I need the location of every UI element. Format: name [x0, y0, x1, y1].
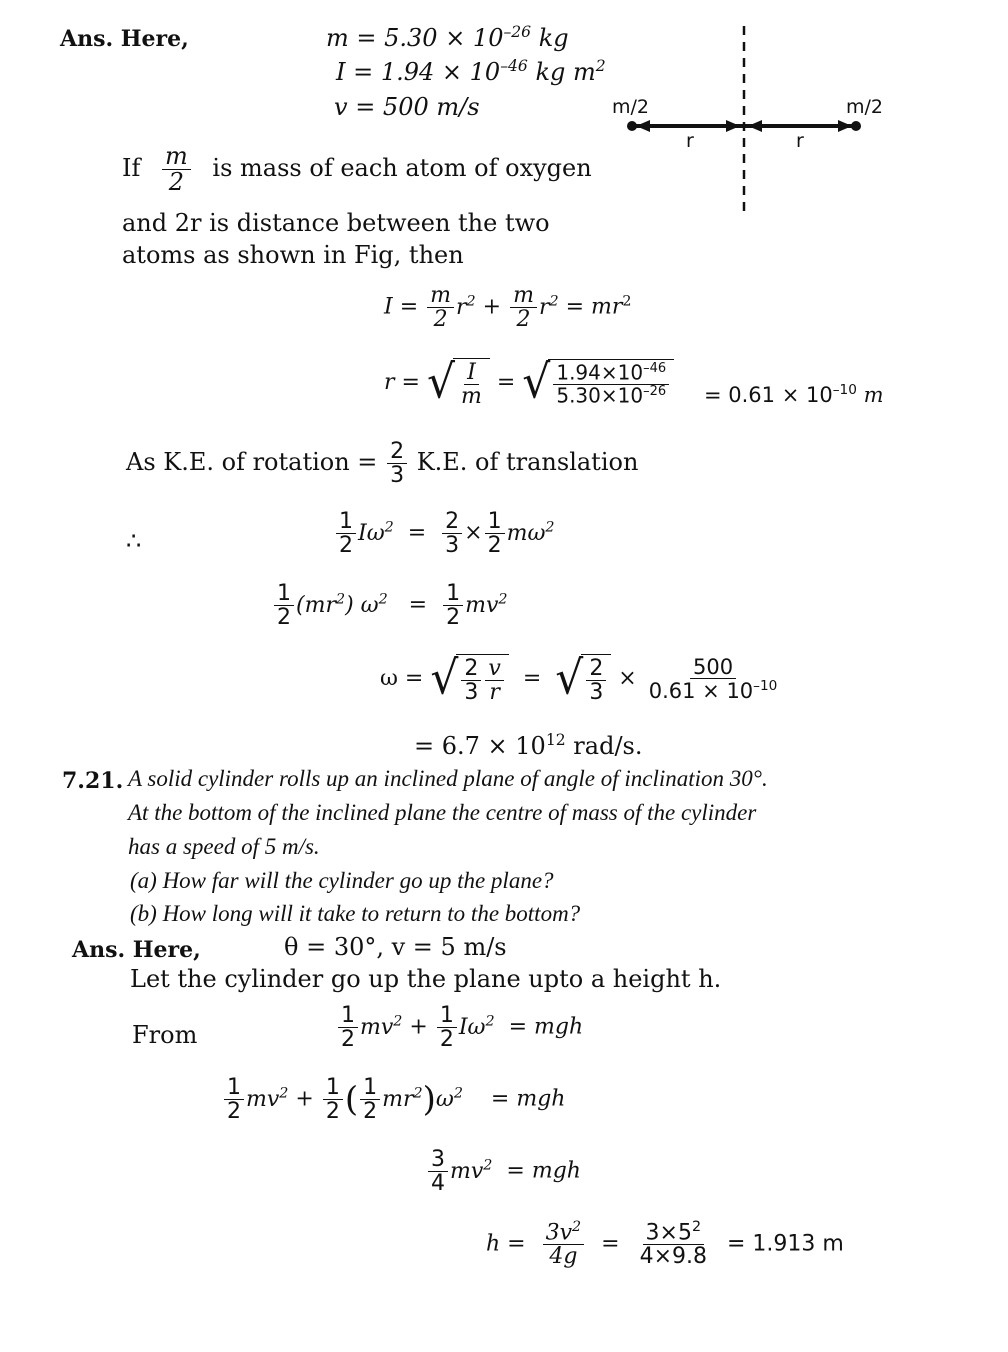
question-part-b: (b) How long will it take to return to the bottom?	[130, 901, 581, 926]
question-number: 7.21.	[62, 768, 124, 794]
radius-result: = $0.61 \times 10^{-10}$ m	[704, 382, 884, 407]
figure-label-left: m/2	[612, 96, 649, 118]
height-equation: h = $\frac{3v^2}{4g}$ = $\frac{3\times 5^2}{4\times 9.8}$ = 1.913 m	[486, 1219, 844, 1270]
atom-left	[627, 121, 637, 131]
given-mass: $m = 5.30 \times 10^{-26}$ kg	[326, 23, 569, 52]
given-velocity: v = 500 m/s	[334, 93, 480, 121]
omega-result: = $6.7 \times 10^{12}$ rad/s.	[414, 731, 643, 760]
answer-label: Ans. Here,	[60, 26, 189, 52]
question-part-a: (a) How far will the cylinder go up the plane?	[130, 868, 554, 893]
atom-right	[851, 121, 861, 131]
therefore-symbol: ∴	[126, 527, 142, 555]
figure-r-right: r	[796, 130, 804, 152]
ke-equation-2: $\frac{1}{2}$ $(mr^2) \omega^2$ = $\frac{1}{2}$ $mv^2$	[272, 582, 508, 629]
figure-label-right: m/2	[846, 96, 883, 118]
arrowhead-center-right	[748, 120, 762, 132]
radius-equation: r = √ $\frac{I}{m}$ = √ $\frac{1.94\times 10^{-46}}{5.30\times 10^{-26}}$	[384, 358, 674, 408]
arrowhead-right	[838, 120, 852, 132]
energy-equation-2: $\frac{1}{2}$ $mv^2$ + $\frac{1}{2}$ ( $\frac{1}{2}$ $mr^2)\omega^2$ = mgh	[222, 1076, 565, 1123]
omega-equation: ω = √ $\frac{2}{3}$ $\frac{v}{r}$ = √ $\frac{2}{3}$ × $\frac{500}{0.61 \times 10^{-10}}$	[380, 651, 778, 706]
answer-label-2: Ans. Here,	[72, 937, 201, 963]
mass-statement: If $\frac{m}{2}$ is mass of each atom of oxygen	[122, 142, 592, 197]
ke-equation-1: $\frac{1}{2}$ $I\omega^2$ = $\frac{2}{3}$ × $\frac{1}{2}$ $m\omega^2$	[334, 510, 555, 557]
height-intro: Let the cylinder go up the plane upto a height h.	[130, 965, 722, 993]
arrowhead-center-left	[726, 120, 740, 132]
distance-line-1: and 2r is distance between the two	[122, 209, 550, 237]
given-inertia: $I = 1.94 \times 10^{-46}$ kg $m^2$	[336, 57, 606, 86]
given-values-2: θ = 30°, v = 5 m/s	[284, 933, 507, 961]
energy-equation-3: $\frac{3}{4}$ $mv^2$ = mgh	[426, 1148, 581, 1195]
distance-line-2: atoms as shown in Fig, then	[122, 241, 464, 269]
question-line-3: has a speed of 5 m/s.	[128, 834, 320, 859]
energy-equation-1: $\frac{1}{2}$ $mv^2$ + $\frac{1}{2}$ $I\omega^2$ = mgh	[336, 1004, 583, 1051]
from-label: From	[132, 1021, 198, 1049]
question-line-2: At the bottom of the inclined plane the centre of mass of the cylinder	[128, 800, 757, 825]
figure-r-left: r	[686, 130, 694, 152]
molecule-figure	[600, 20, 900, 220]
question-line-1: A solid cylinder rolls up an inclined plane of angle of inclination 30°.	[128, 766, 768, 791]
arrowhead-left	[636, 120, 650, 132]
ke-relation: As K.E. of rotation = $\frac{2}{3}$ K.E. of translation	[126, 439, 639, 489]
inertia-equation: I = $\frac{m}{2}$ $r^2$ + $\frac{m}{2}$ $r^2 = mr^2$	[384, 283, 632, 333]
